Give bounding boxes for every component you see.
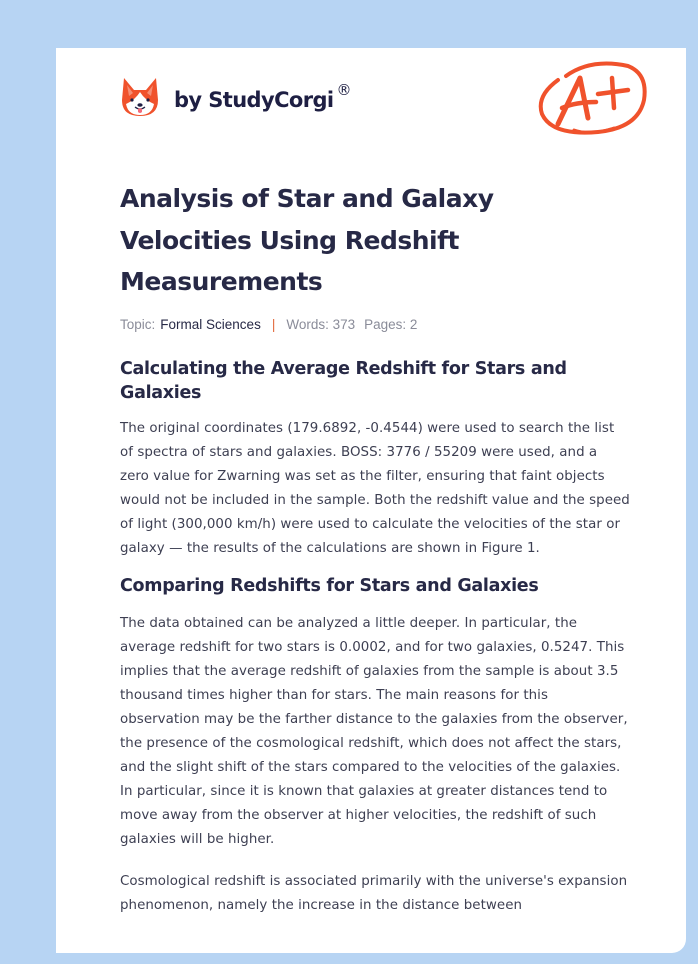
section-heading: Comparing Redshifts for Stars and Galaxies — [120, 575, 539, 596]
corgi-logo-icon — [120, 74, 160, 120]
a-plus-grade-icon — [536, 58, 650, 142]
brand-logo[interactable] — [120, 74, 351, 120]
article-meta — [120, 317, 630, 332]
topic-label: Topic: — [120, 316, 156, 332]
document-card — [56, 48, 686, 953]
word-count: Words: 373 — [286, 316, 356, 332]
paragraph: Cosmological redshift is associated primarily with the universe's expansion phenomenon, namely the increase in the distance between — [120, 873, 628, 913]
page-title: Analysis of Star and Galaxy Velocities Using Redshift Measurements — [120, 184, 494, 296]
registered-mark: ® — [336, 81, 351, 99]
topic-link[interactable]: Formal Sciences — [160, 316, 261, 332]
section-heading: Calculating the Average Redshift for Stars and Galaxies — [120, 358, 567, 403]
paragraph: The data obtained can be analyzed a little deeper. In particular, the average redshift for two stars is 0.0002, and for two galaxies, 0.5247. This implies that the average redshift of galaxies from the sample is about 3.5 thousand times higher than for stars. The main reasons for this observation may be the farther distance to the galaxies from the observer, the presence of the cosmological redshift, which does not affect the stars, and the slight shift of the stars compared to the velocities of the galaxies. In particular, since it is known that galaxies at greater distances tend to move away from the observer at higher velocities, the redshift of such galaxies will be higher. — [120, 615, 628, 847]
meta-divider: | — [271, 316, 276, 332]
brand-name-text: by StudyCorgi — [174, 88, 334, 112]
paragraph: The original coordinates (179.6892, -0.4544) were used to search the list of spectra of stars and galaxies. BOSS: 3776 / 55209 were used, and a zero value for Zwarning was set as the filter, ensuring that faint objects would not be included in the sample. Both the redshift value and the speed of light (300,000 km/h) were used to calculate the velocities of the star or galaxy — the results of the calculations are shown in Figure 1. — [120, 420, 630, 556]
article — [120, 178, 630, 918]
brand-name — [174, 81, 351, 112]
page-count: Pages: 2 — [364, 316, 418, 332]
